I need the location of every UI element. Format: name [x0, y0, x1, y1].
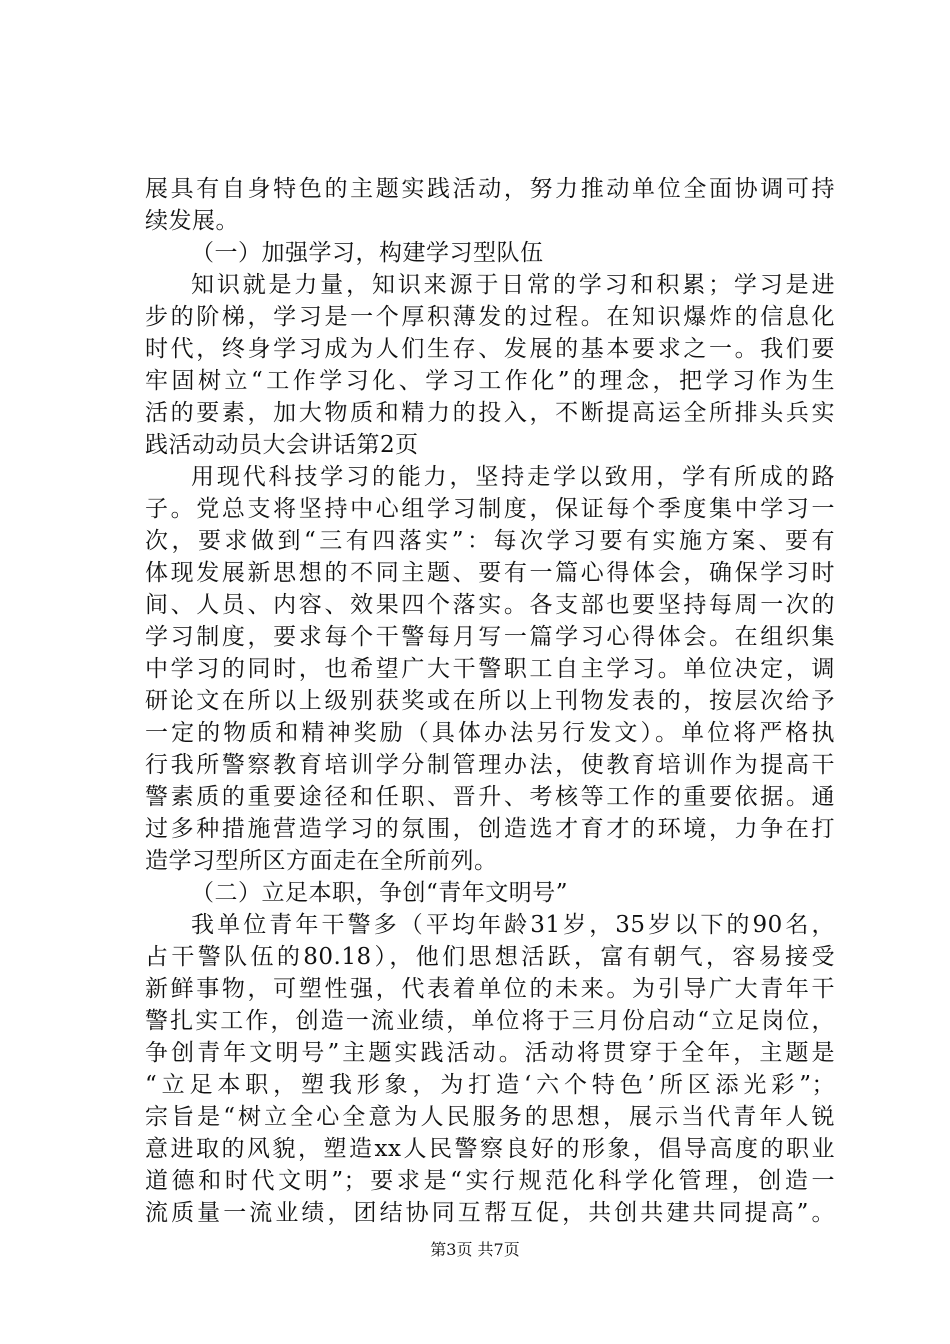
text-line: 造学习型所区方面走在全所前列。	[145, 848, 498, 874]
text-line: 警素质的重要途径和任职、晋升、考核等工作的重要依据。通	[145, 784, 835, 810]
text-line: 占干警队伍的80.18），他们思想活跃，富有朝气，容易接受	[145, 944, 835, 970]
text-line: 新鲜事物，可塑性强，代表着单位的未来。为引导广大青年干	[145, 976, 835, 1002]
text-line: 次，要求做到“三有四落实”：每次学习要有实施方案、要有	[145, 528, 835, 554]
text-line: 意进取的风貌，塑造xx人民警察良好的形象，倡导高度的职业	[145, 1136, 835, 1162]
section-heading: （二）立足本职，争创“青年文明号”	[191, 880, 569, 906]
text-line: 争创青年文明号”主题实践活动。活动将贯穿于全年，主题是	[145, 1040, 835, 1066]
page-footer: 第3页 共7页	[430, 1240, 520, 1259]
text-line: 一定的物质和精神奖励（具体办法另行发文）。单位将严格执	[145, 720, 835, 746]
text-line: 践活动动员大会讲话第2页	[145, 432, 419, 458]
text-line: 步的阶梯，学习是一个厚积薄发的过程。在知识爆炸的信息化	[145, 304, 835, 330]
text-line: 子。党总支将坚持中心组学习制度，保证每个季度集中学习一	[145, 496, 835, 522]
text-line: 时代，终身学习成为人们生存、发展的基本要求之一。我们要	[145, 336, 835, 362]
document-body	[145, 173, 835, 1229]
text-line: 我单位青年干警多（平均年龄31岁，35岁以下的90名，	[191, 912, 835, 938]
text-line: 过多种措施营造学习的氛围，创造选才育才的环境，力争在打	[145, 816, 835, 842]
text-line: 学习制度，要求每个干警每月写一篇学习心得体会。在组织集	[145, 624, 835, 650]
text-line: 知识就是力量，知识来源于日常的学习和积累；学习是进	[191, 272, 835, 298]
text-line: 研论文在所以上级别获奖或在所以上刊物发表的，按层次给予	[145, 688, 835, 714]
text-line: 宗旨是“树立全心全意为人民服务的思想，展示当代青年人锐	[145, 1104, 835, 1130]
text-line: 续发展。	[145, 208, 239, 234]
text-line: 中学习的同时，也希望广大干警职工自主学习。单位决定，调	[145, 656, 835, 682]
text-line: 警扎实工作，创造一流业绩，单位将于三月份启动“立足岗位，	[145, 1008, 835, 1034]
text-line: 体现发展新思想的不同主题、要有一篇心得体会，确保学习时	[145, 560, 835, 586]
text-line: 活的要素，加大物质和精力的投入，不断提高运全所排头兵实	[145, 400, 835, 426]
text-line: 流质量一流业绩，团结协同互帮互促，共创共建共同提高”。	[145, 1200, 835, 1226]
text-line: 行我所警察教育培训学分制管理办法，使教育培训作为提高干	[145, 752, 835, 778]
section-heading: （一）加强学习，构建学习型队伍	[191, 240, 544, 266]
text-line: 展具有自身特色的主题实践活动，努力推动单位全面协调可持	[145, 176, 835, 202]
text-line: 用现代科技学习的能力，坚持走学以致用，学有所成的路	[191, 464, 835, 490]
text-line: 牢固树立“工作学习化、学习工作化”的理念，把学习作为生	[145, 368, 835, 394]
text-line: 道德和时代文明”；要求是“实行规范化科学化管理，创造一	[145, 1168, 835, 1194]
text-line: 间、人员、内容、效果四个落实。各支部也要坚持每周一次的	[145, 592, 835, 618]
text-line: “立足本职，塑我形象，为打造‘六个特色’所区添光彩”；	[145, 1072, 835, 1098]
